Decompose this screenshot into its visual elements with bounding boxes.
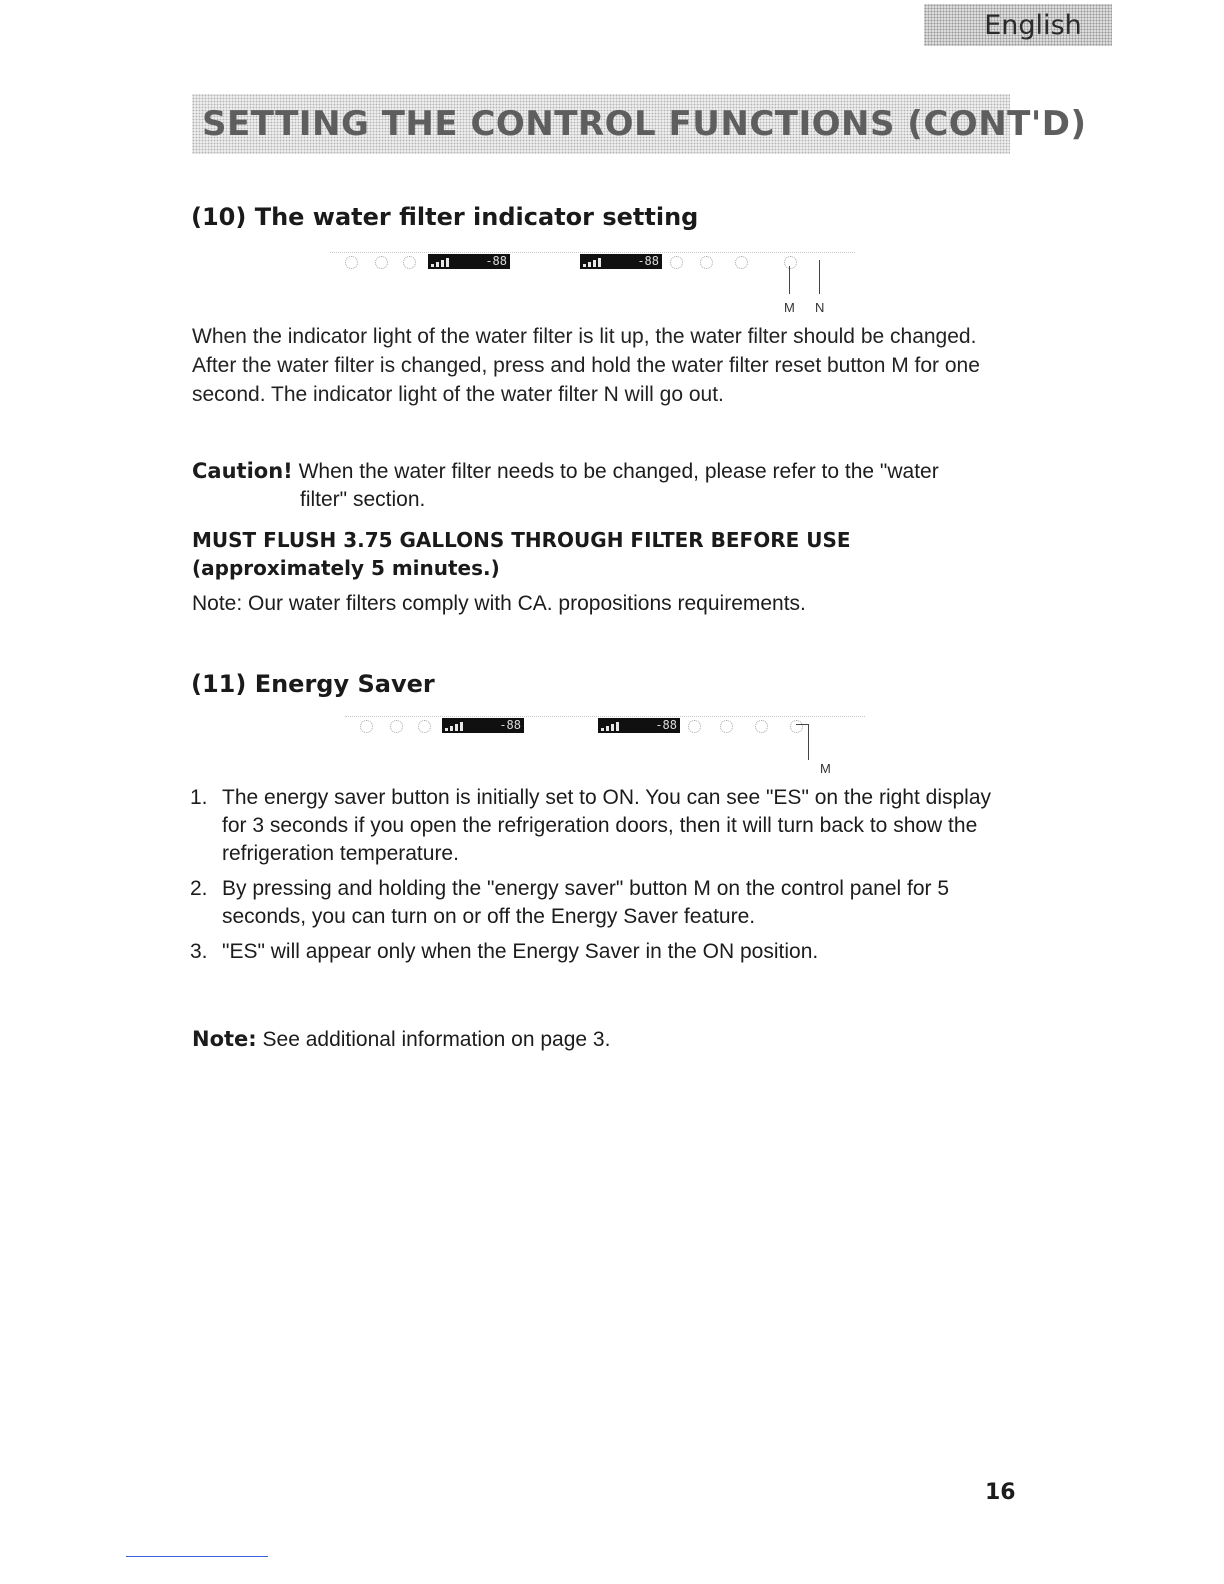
button-icon: [403, 256, 416, 269]
callout-label-m: M: [784, 300, 795, 315]
callout-label-m: M: [820, 761, 831, 776]
button-icon: [755, 720, 768, 733]
button-icon: [360, 720, 373, 733]
caution-label: Caution!: [192, 459, 293, 483]
callout-line-m: [789, 266, 790, 294]
language-tab-label: English: [984, 9, 1082, 41]
banner-title: SETTING THE CONTROL FUNCTIONS (CONT'D): [202, 104, 1087, 144]
signal-level-icon: [601, 722, 629, 731]
flush-warning: MUST FLUSH 3.75 GALLONS THROUGH FILTER BEFORE USE (approximately 5 minutes.): [192, 528, 851, 580]
button-icon: [345, 256, 358, 269]
section-11-heading: (11) Energy Saver: [191, 670, 435, 698]
button-icon: [418, 720, 431, 733]
caution-text: When the water filter needs to be changed, please refer to the "water: [292, 460, 939, 483]
water-filter-control-panel: [330, 248, 870, 318]
signal-level-icon: [445, 722, 473, 731]
energy-saver-button-icon: [790, 720, 803, 733]
right-display: [598, 718, 680, 733]
right-display: [580, 254, 662, 269]
note-label: Note:: [192, 1027, 257, 1051]
button-icon: [688, 720, 701, 733]
ca-propositions-note: Note: Our water filters comply with CA. propositions requirements.: [192, 592, 806, 615]
button-icon: [375, 256, 388, 269]
section-10-paragraph: When the indicator light of the water filter is lit up, the water filter should be changed. After the water filter is changed, press and hold the water filter reset button M for one second. The indicator light of the water filter N will go out.: [192, 325, 980, 406]
callout-line-n: [819, 260, 820, 294]
button-icon: [720, 720, 733, 733]
left-display: [428, 254, 510, 269]
signal-level-icon: [431, 258, 459, 267]
callout-tick: [796, 724, 808, 725]
language-tab: [924, 4, 1112, 46]
left-display-digits: -88: [499, 718, 521, 732]
list-item-text: The energy saver button is initially set to ON. You can see "ES" on the right display for 3 seconds if you open the refrigeration doors, then it will turn back to show the refrigeration temperature.: [222, 786, 992, 865]
right-display-digits: -88: [637, 254, 659, 268]
list-item-number: 3.: [190, 940, 208, 963]
list-item-number: 2.: [190, 877, 208, 900]
caution-line: [192, 457, 939, 486]
button-icon: [700, 256, 713, 269]
signal-level-icon: [583, 258, 611, 267]
right-display-digits: -88: [655, 718, 677, 732]
section-10-heading: (10) The water filter indicator setting: [191, 203, 699, 231]
left-display: [442, 718, 524, 733]
energy-saver-steps: [190, 784, 1020, 973]
left-display-digits: -88: [485, 254, 507, 268]
page-number: 16: [985, 1480, 1016, 1505]
list-item: [190, 875, 1020, 931]
list-item: [190, 938, 1020, 966]
energy-saver-control-panel: [330, 712, 870, 782]
button-icon: [390, 720, 403, 733]
list-item-number: 1.: [190, 786, 208, 809]
callout-line-m: [808, 724, 809, 760]
section-banner: [192, 94, 1087, 154]
button-icon: [670, 256, 683, 269]
note-text: See additional information on page 3.: [256, 1028, 611, 1051]
filter-reset-button-icon: [784, 256, 797, 269]
button-icon: [735, 256, 748, 269]
caution-text-continued: filter" section.: [300, 488, 426, 511]
list-item: [190, 784, 1020, 868]
additional-info-note: [192, 1027, 610, 1052]
footer-link-rule: [126, 1556, 268, 1557]
callout-label-n: N: [815, 300, 825, 315]
list-item-text: "ES" will appear only when the Energy Saver in the ON position.: [222, 940, 819, 963]
panel-outline: [330, 252, 855, 253]
list-item-text: By pressing and holding the "energy saver" button M on the control panel for 5 seconds, you can turn on or off the Energy Saver feature.: [222, 877, 950, 928]
panel-outline: [345, 716, 865, 717]
